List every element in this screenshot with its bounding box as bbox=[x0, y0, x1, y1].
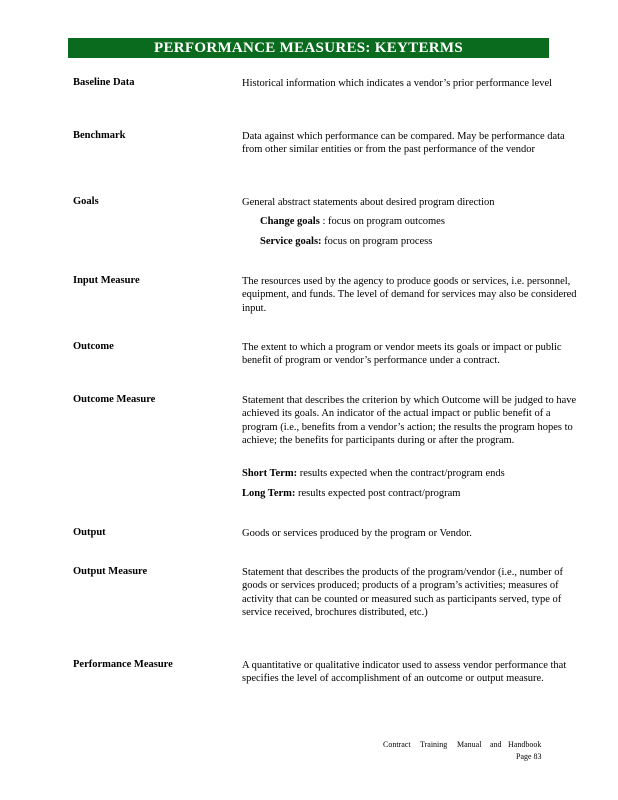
definition-output-measure: Statement that describes the products of the program/vendor (i.e., number of goods or services produced; products of a program’s activities; measures of activity that can be counted or measured such as participants served, type of service received, brochures distributed, etc.) bbox=[242, 567, 564, 619]
term-benchmark: Benchmark bbox=[73, 130, 126, 141]
definition-outcome-measure: Statement that describes the criterion by which Outcome will be judged to have achieved its goals. An indicator of the actual impact or public benefit of a program (i.e., benefits from a vendor’s action; the results the program hopes to achieve; the benefits for participants during or after the program. bbox=[242, 395, 577, 447]
footer-word-and: and bbox=[490, 740, 502, 749]
definition-output: Goods or services produced by the program or Vendor. bbox=[242, 528, 472, 539]
term-baseline-data: Baseline Data bbox=[73, 77, 135, 88]
outcome-short-term-line bbox=[242, 468, 505, 479]
page-title: PERFORMANCE MEASURES: KEYTERMS bbox=[68, 38, 549, 58]
service-goals-text: focus on program process bbox=[321, 236, 433, 247]
term-output-measure: Output Measure bbox=[73, 566, 148, 577]
footer-word-training: Training bbox=[420, 740, 448, 749]
term-performance-measure: Performance Measure bbox=[73, 659, 173, 670]
page-number: Page 83 bbox=[516, 752, 542, 761]
term-output: Output bbox=[73, 527, 106, 538]
change-goals-text: : focus on program outcomes bbox=[319, 216, 445, 227]
term-outcome: Outcome bbox=[73, 341, 114, 352]
long-term-text: results expected post contract/program bbox=[295, 488, 461, 499]
definition-input-measure: The resources used by the agency to produce goods or services, i.e. personnel, equipment, and funds. The level of demand for services may also be considered input. bbox=[242, 276, 577, 314]
change-goals-label: Change goals bbox=[260, 216, 320, 227]
goals-change-line bbox=[260, 216, 445, 227]
footer-word-contract: Contract bbox=[383, 740, 411, 749]
outcome-long-term-line bbox=[242, 488, 460, 499]
short-term-text: results expected when the contract/program ends bbox=[297, 468, 505, 479]
footer-word-manual: Manual bbox=[457, 740, 482, 749]
definition-outcome: The extent to which a program or vendor meets its goals or impact or public benefit of program or vendor’s performance under a contract. bbox=[242, 342, 562, 367]
term-goals: Goals bbox=[73, 196, 99, 207]
term-outcome-measure: Outcome Measure bbox=[73, 394, 156, 405]
definition-performance-measure: A quantitative or qualitative indicator used to assess vendor performance that specifies the level of accomplishment of an outcome or output measure. bbox=[242, 660, 567, 685]
definition-baseline-data: Historical information which indicates a vendor’s prior performance level bbox=[242, 78, 553, 89]
footer-word-handbook: Handbook bbox=[508, 740, 542, 749]
short-term-label: Short Term: bbox=[242, 468, 298, 479]
service-goals-label: Service goals: bbox=[260, 236, 322, 247]
term-input-measure: Input Measure bbox=[73, 275, 140, 286]
definition-benchmark: Data against which performance can be compared. May be performance data from other similar entities or from the past performance of the vendor bbox=[242, 131, 565, 156]
definition-goals: General abstract statements about desired program direction bbox=[242, 197, 495, 208]
long-term-label: Long Term: bbox=[242, 488, 296, 499]
goals-service-line bbox=[260, 236, 432, 247]
